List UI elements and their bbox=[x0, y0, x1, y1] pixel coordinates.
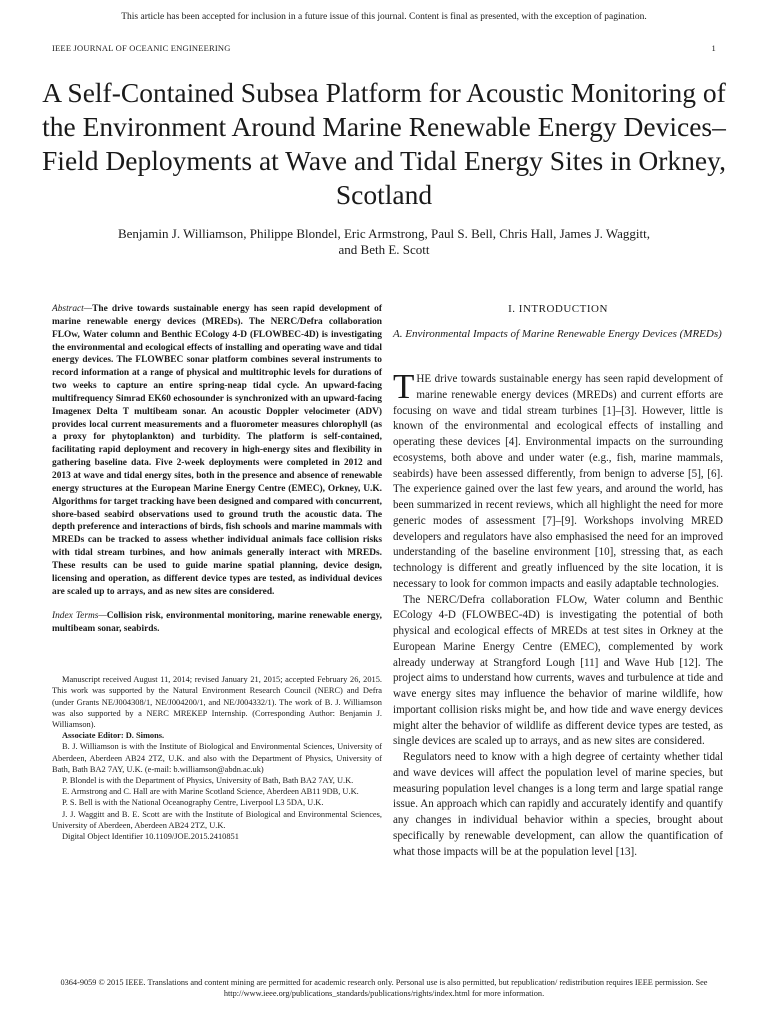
copyright-footer: 0364-9059 © 2015 IEEE. Translations and content mining are permitted for academic research only. Personal use is also permitted, but republication/ redistribution requires IEEE permission. See http://www.ieee.org/publications_standards/publications/rights/index.html for more information. bbox=[60, 978, 708, 998]
index-terms-label: Index Terms— bbox=[52, 611, 107, 622]
manuscript-footnote bbox=[52, 674, 382, 842]
subsection-heading: A. Environmental Impacts of Marine Renewable Energy Devices (MREDs) bbox=[393, 328, 722, 340]
intro-paragraph-1-text: HE drive towards sustainable energy has seen rapid development of marine renewable energy devices (MREDs) and current efforts are focusing on wave and tidal stream turbines [1]–[3]. However, little is known of the environmental and ecological effects of installing and operating these devices [4]. Environmental impacts on the surrounding ecosystems, both above and under water (e.g., fish, marine mammals, seabirds) have been assessed differently, from benign to adverse [5], [6]. The experience gained over the last few years, and around the world, has been summarized in recent reviews, which all highlight the need for more generic modes of assessment [7]–[9]. Workshops involving MRED developers and regulators have also emphasised the need for an improved understanding of the baseline environment [10], stressing that, as each technology is different and greatly influenced by the site location, it is necessary to look for common impacts and easily adaptable technologies. bbox=[393, 373, 723, 590]
intro-paragraph-2: The NERC/Defra collaboration FLOw, Water column and Benthic ECology 4-D (FLOWBEC-4D) is investigating the potential of both physical and ecological effects of MREDs at test sites in Orkney at the European Marine Energy Centre (EMEC), complemented by work already underway at Strangford Lough [11] and Wave Hub [12]. The project aims to understand how currents, waves and turbulence at tide and wave energy sites may influence the behavior of marine wildlife, how important collision risks might be, and how tide and wave energy devices might alter the behavior of wildlife as different device types are tested, as single devices are scaled up to arrays, and as new sites are considered. bbox=[393, 593, 723, 748]
abstract-text: The drive towards sustainable energy has seen rapid development of marine renewable energy devices (MREDs). The NERC/Defra collaboration FLOw, Water column and Benthic ECology 4-D (FLOWBEC-4D) is investigating the environmental and ecological effects of installing and operating wave and tidal energy devices. The FLOWBEC sonar platform combines several instruments to record information at a range of physical and multitrophic levels for durations of two weeks to capture an entire spring-neap tidal cycle. An upward-facing multifrequency Simrad EK60 echosounder is synchronized with an upward-facing Imagenex Delta T multibeam sonar. An acoustic Doppler velocimeter (ADV) provides local current measurements and a fluorometer measures chlorophyll (as a proxy for phytoplankton) and turbidity. The platform is self-contained, facilitating rapid deployment and recovery in high-energy sites and flexibility in gathering baseline data. Five 2-week deployments were completed in 2012 and 2013 at wave and tidal energy sites, both in the presence and absence of renewable energy structures at the European Marine Energy Centre (EMEC), Orkney, U.K. Algorithms for target tracking have been designed and compared with concurrent, shore-based seabird observations used to ground truth the acoustic data. The depth preference and interactions of birds, fish schools and marine mammals with MREDs can be tracked to assess whether individual animals face collision risks with tidal stream turbines, and how animals generally interact with MREDs. These results can be used to guide marine spatial planning, device design, licensing and operation, as different device types are tested, as individual devices are scaled up to arrays, and as new sites are considered. bbox=[52, 304, 382, 597]
index-terms bbox=[52, 610, 382, 636]
left-column bbox=[52, 303, 382, 842]
right-column bbox=[393, 303, 723, 860]
doi: Digital Object Identifier 10.1109/JOE.2015.2410851 bbox=[62, 831, 239, 841]
manuscript-received: Manuscript received August 11, 2014; revised January 21, 2015; accepted February 26, 2015. This work was supported by the Natural Environment Research Council (NERC) and Defra (under Grants NE/J004308/1, NE/J004200/1, and NE/J004332/1). The work of B. J. Williamson was also supported by a NERC MREKEP Internship. (Corresponding Author: Benjamin J. Williamson). bbox=[52, 675, 382, 729]
affiliation: J. J. Waggitt and B. E. Scott are with the Institute of Biological and Environmental Sciences, University of Aberdeen, Aberdeen AB24 2TZ, U.K. bbox=[52, 809, 382, 830]
paper-title: A Self-Contained Subsea Platform for Acoustic Monitoring of the Environment Around Marine Renewable Energy Devices–Field Deployments at Wave and Tidal Energy Sites in Orkney, Scotland bbox=[42, 77, 726, 210]
index-terms-text: Collision risk, environmental monitoring, marine renewable energy, multibeam sonar, seabirds. bbox=[52, 611, 382, 635]
affiliation: P. S. Bell is with the National Oceanography Centre, Liverpool L3 5DA, U.K. bbox=[62, 798, 324, 808]
abstract bbox=[52, 303, 382, 598]
associate-editor: Associate Editor: D. Simons. bbox=[62, 731, 165, 741]
section-heading bbox=[393, 303, 723, 315]
affiliation: E. Armstrong and C. Hall are with Marine Scotland Science, Aberdeen AB11 9DB, U.K. bbox=[62, 787, 359, 797]
author-list: Benjamin J. Williamson, Philippe Blondel, Eric Armstrong, Paul S. Bell, Chris Hall, James J. Waggitt, and Beth E. Scott bbox=[117, 226, 650, 257]
intro-paragraph-3: Regulators need to know with a high degree of certainty whether tidal and wave devices will affect the population level of marine species, but measuring population level changes is a long term and large spatial range issue. An approach which can rapidly and accurately identify and quantify any changes in individual behavior within a species, brought about specifically by renewable development, can allow the quantification of what those impacts will be at the population level [13]. bbox=[393, 751, 723, 858]
abstract-label: Abstract— bbox=[52, 304, 93, 314]
journal-name: IEEE JOURNAL OF OCEANIC ENGINEERING bbox=[52, 43, 231, 53]
affiliation: B. J. Williamson is with the Institute of Biological and Environmental Sciences, University of Aberdeen, Aberdeen AB24 2TZ, U.K. and also with the Department of Physics, University of Bath, Bath BA2 7AY, U.K. (e-mail: b.williamson@abdn.ac.uk) bbox=[52, 742, 382, 774]
section-title: INTRODUCTION bbox=[518, 303, 608, 315]
drop-cap: T bbox=[393, 367, 415, 406]
intro-paragraph-1 bbox=[393, 367, 723, 593]
acceptance-notice: This article has been accepted for inclusion in a future issue of this journal. Content is final as presented, with the exception of pagination. bbox=[121, 12, 647, 22]
section-number: I. bbox=[508, 303, 516, 315]
page-number: 1 bbox=[711, 43, 716, 53]
running-head bbox=[52, 43, 716, 53]
affiliation: P. Blondel is with the Department of Physics, University of Bath, Bath BA2 7AY, U.K. bbox=[62, 775, 354, 785]
